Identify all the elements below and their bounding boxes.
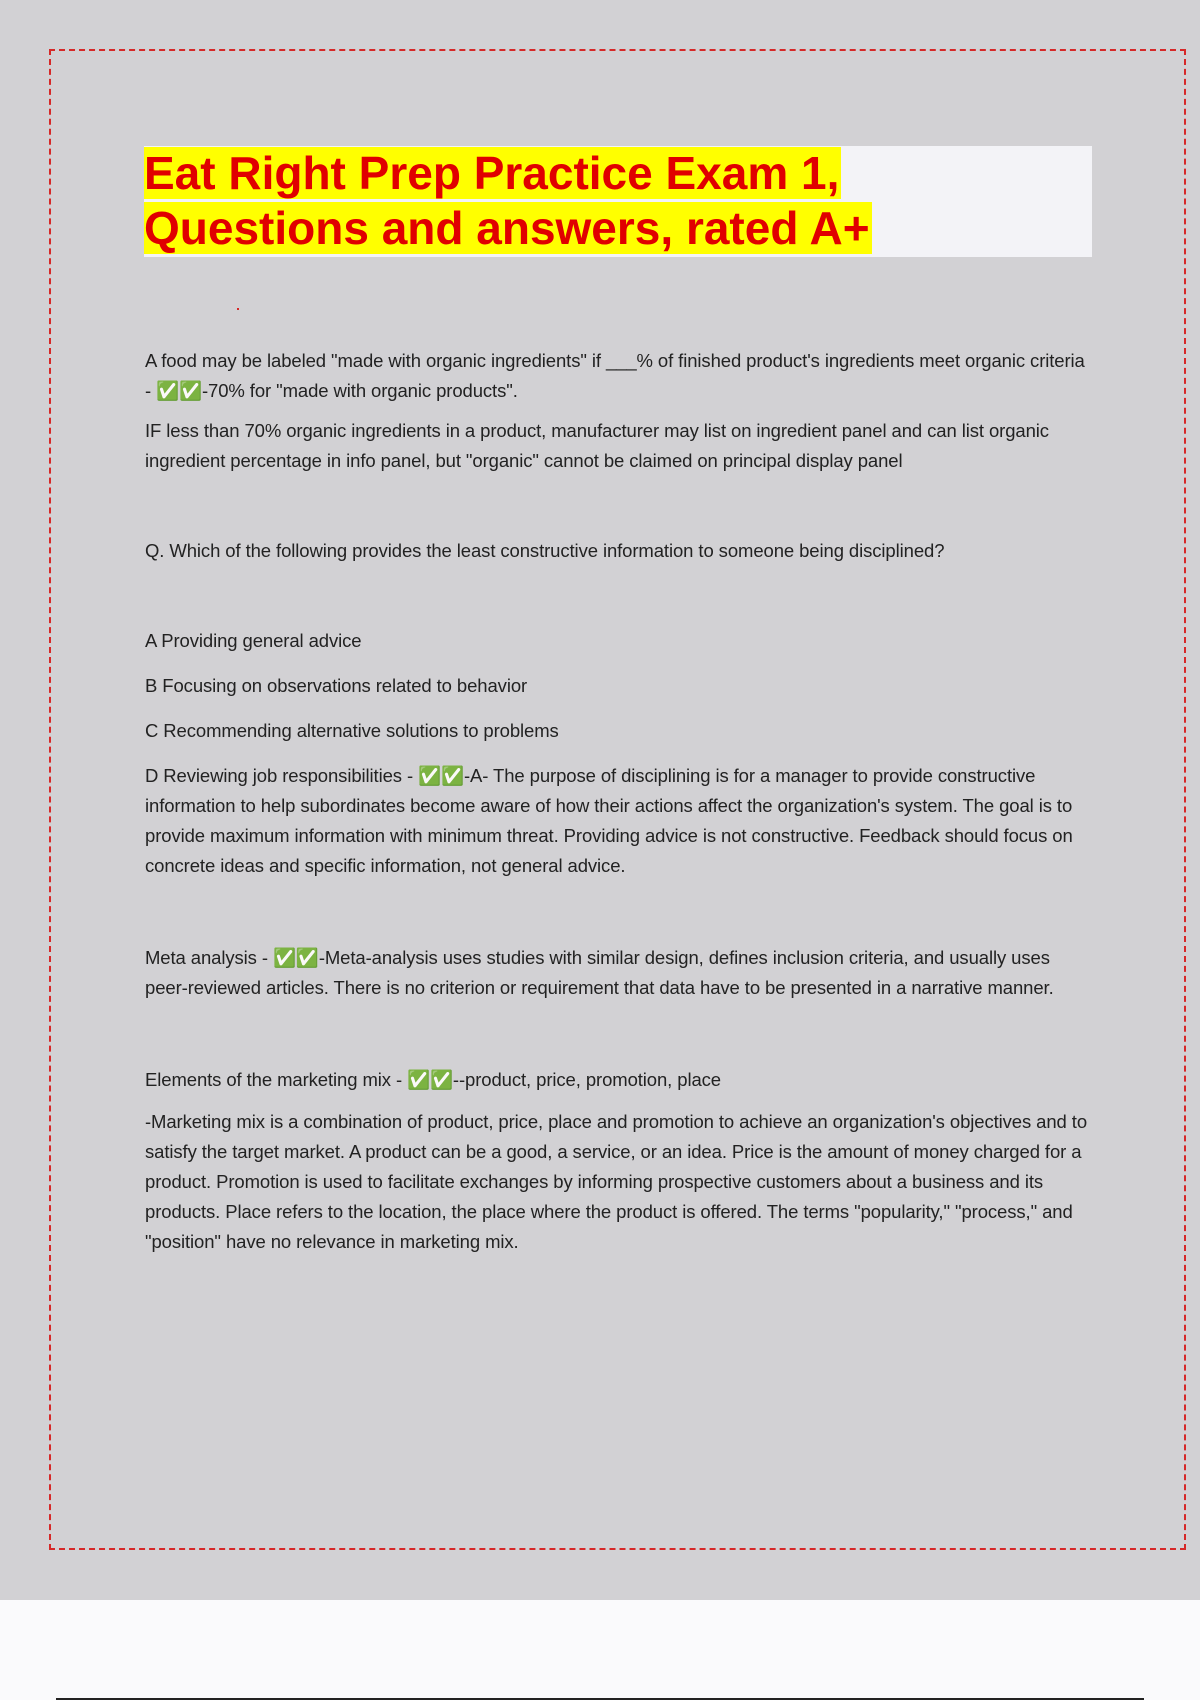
paragraph-marketing-mix: Elements of the marketing mix - ✅✅--product, price, promotion, place [145,1069,721,1090]
paragraph-discipline-question: Q. Which of the following provides the least constructive information to someone being disciplined? [145,540,945,561]
document-title [144,146,1092,256]
document-body [145,346,1095,1257]
title-line-2: Questions and answers, rated A+ [144,202,870,254]
option-c: C Recommending alternative solutions to problems [145,720,559,741]
paragraph-organic-note: IF less than 70% organic ingredients in a product, manufacturer may list on ingredient panel and can list organic ingredient percentage in info panel, but "organic" cannot be claimed on principal display panel [145,420,1049,471]
paragraph-marketing-explanation: -Marketing mix is a combination of product, price, place and promotion to achieve an organization's objectives and to satisfy the target market. A product can be a good, a service, or an idea. Price is the amount of money charged for a product. Promotion is used to facilitate exchanges by informing prospective customers about a business and its products. Place refers to the location, the place where the product is offered. The terms "popularity," "process," and "position" have no relevance in marketing mix. [145,1111,1088,1252]
paragraph-meta-analysis: Meta analysis - ✅✅-Meta-analysis uses studies with similar design, defines inclusion criteria, and usually uses peer-reviewed articles. There is no criterion or requirement that data have to be presented in a narrative manner. [145,947,1054,998]
stray-mark [237,308,239,310]
option-d-answer: D Reviewing job responsibilities - ✅✅-A- The purpose of disciplining is for a manager to provide constructive information to help subordinates become aware of how their actions affect the organization's system. The goal is to provide maximum information with minimum threat. Providing advice is not constructive. Feedback should focus on concrete ideas and specific information, not general advice. [145,765,1073,876]
option-a: A Providing general advice [145,630,362,651]
title-block [144,146,1092,257]
paragraph-organic-question: A food may be labeled "made with organic ingredients" if ___% of finished product's ingredients meet organic criteria - ✅✅-70% for "made with organic products". [145,350,1085,401]
title-line-1: Eat Right Prep Practice Exam 1, [144,147,840,199]
option-b: B Focusing on observations related to behavior [145,675,528,696]
